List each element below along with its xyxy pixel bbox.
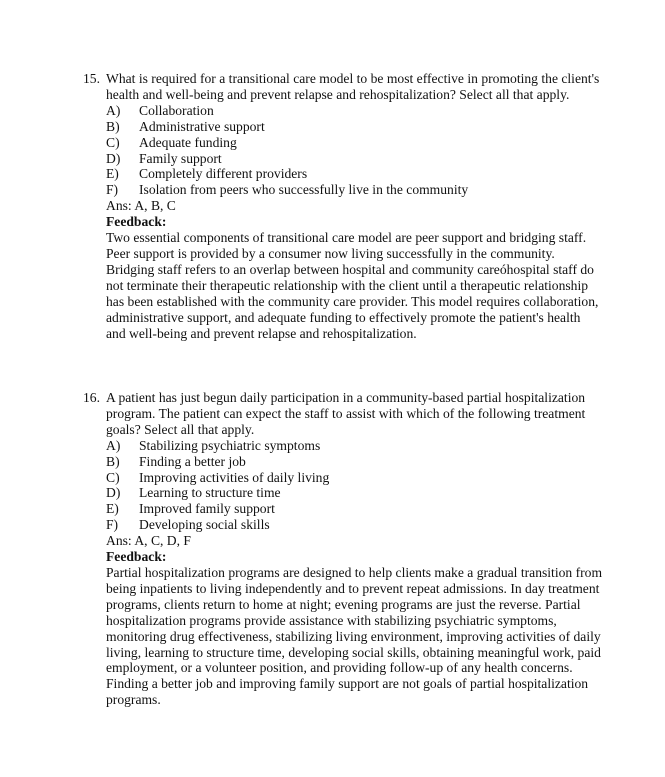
answer-option [106,119,603,135]
option-letter: A) [106,437,121,453]
option-text: Administrative support [139,118,265,134]
feedback-label: Feedback: [106,549,167,565]
question-stem-row [83,390,603,438]
answer-option [106,517,603,533]
answer-option [106,454,603,470]
option-letter: A) [106,102,121,118]
answer-option [106,438,603,454]
answer-option [106,135,603,151]
answer-option [106,166,603,182]
feedback-text: Two essential components of transitional care model are peer support and bridging staff. Peer support is provided by a consumer now living successfully in the community. Bridging staff refers to an overlap between hospital and community careóhospital staff do not terminate their therapeutic relationship with the client until a therapeutic relationship has been established with the community care provider. This model requires collaboration, administrative support, and adequate funding to effectively promote the patient's health and well-being and prevent relapse and rehospitalization. [106,230,599,341]
feedback-label: Feedback: [106,214,167,230]
question-16 [83,390,603,708]
option-letter: B) [106,118,120,134]
answer-options [106,438,603,533]
option-text: Isolation from peers who successfully live in the community [139,182,469,198]
answer-key: Ans: A, B, C [106,198,176,214]
answer-option [106,182,603,198]
question-number: 16. [83,390,100,405]
option-text: Adequate funding [139,134,237,150]
answer-option [106,485,603,501]
option-letter: C) [106,134,120,150]
option-letter: B) [106,453,120,469]
option-text: Finding a better job [139,453,246,469]
answer-option [106,151,603,167]
question-15 [83,71,603,341]
question-body [106,438,603,708]
option-letter: E) [106,501,119,517]
answer-option [106,470,603,486]
answer-key: Ans: A, C, D, F [106,533,191,549]
option-letter: E) [106,166,119,182]
question-stem-row [83,71,603,103]
option-text: Collaboration [139,102,214,118]
option-text: Completely different providers [139,166,308,182]
option-text: Improved family support [139,501,275,517]
option-letter: D) [106,150,121,166]
feedback-text: Partial hospitalization programs are designed to help clients make a gradual transition from being inpatients to living independently and to prevent repeat admissions. In day treatment programs, clients return to home at night; evening programs are just the reverse. Partial hospitalization programs provide assistance with stabilizing psychiatric symptoms, monitoring drug effectiveness, stabilizing living environment, improving activities of daily living, learning to structure time, developing social skills, obtaining meaningful work, paid employment, or a volunteer position, and providing follow-up of any health concerns. Finding a better job and improving family support are not goals of partial hospitalization programs. [106,564,603,708]
option-text: Improving activities of daily living [139,469,330,485]
answer-options [106,103,603,198]
question-body [106,103,603,342]
option-letter: F) [106,517,119,533]
answer-option [106,501,603,517]
option-text: Learning to structure time [139,485,281,501]
option-text: Developing social skills [139,517,270,533]
option-letter: F) [106,182,119,198]
answer-option [106,103,603,119]
question-number: 15. [83,71,100,86]
option-letter: D) [106,485,121,501]
question-stem: What is required for a transitional care model to be most effective in promoting the client's health and well-being and prevent relapse and rehospitalization? Select all that apply. [106,71,600,102]
option-text: Family support [139,150,222,166]
option-text: Stabilizing psychiatric symptoms [139,437,321,453]
question-stem: A patient has just begun daily participation in a community-based partial hospitalization program. The patient can expect the staff to assist with which of the following treatment goals? Select all that apply. [106,390,586,437]
option-letter: C) [106,469,120,485]
